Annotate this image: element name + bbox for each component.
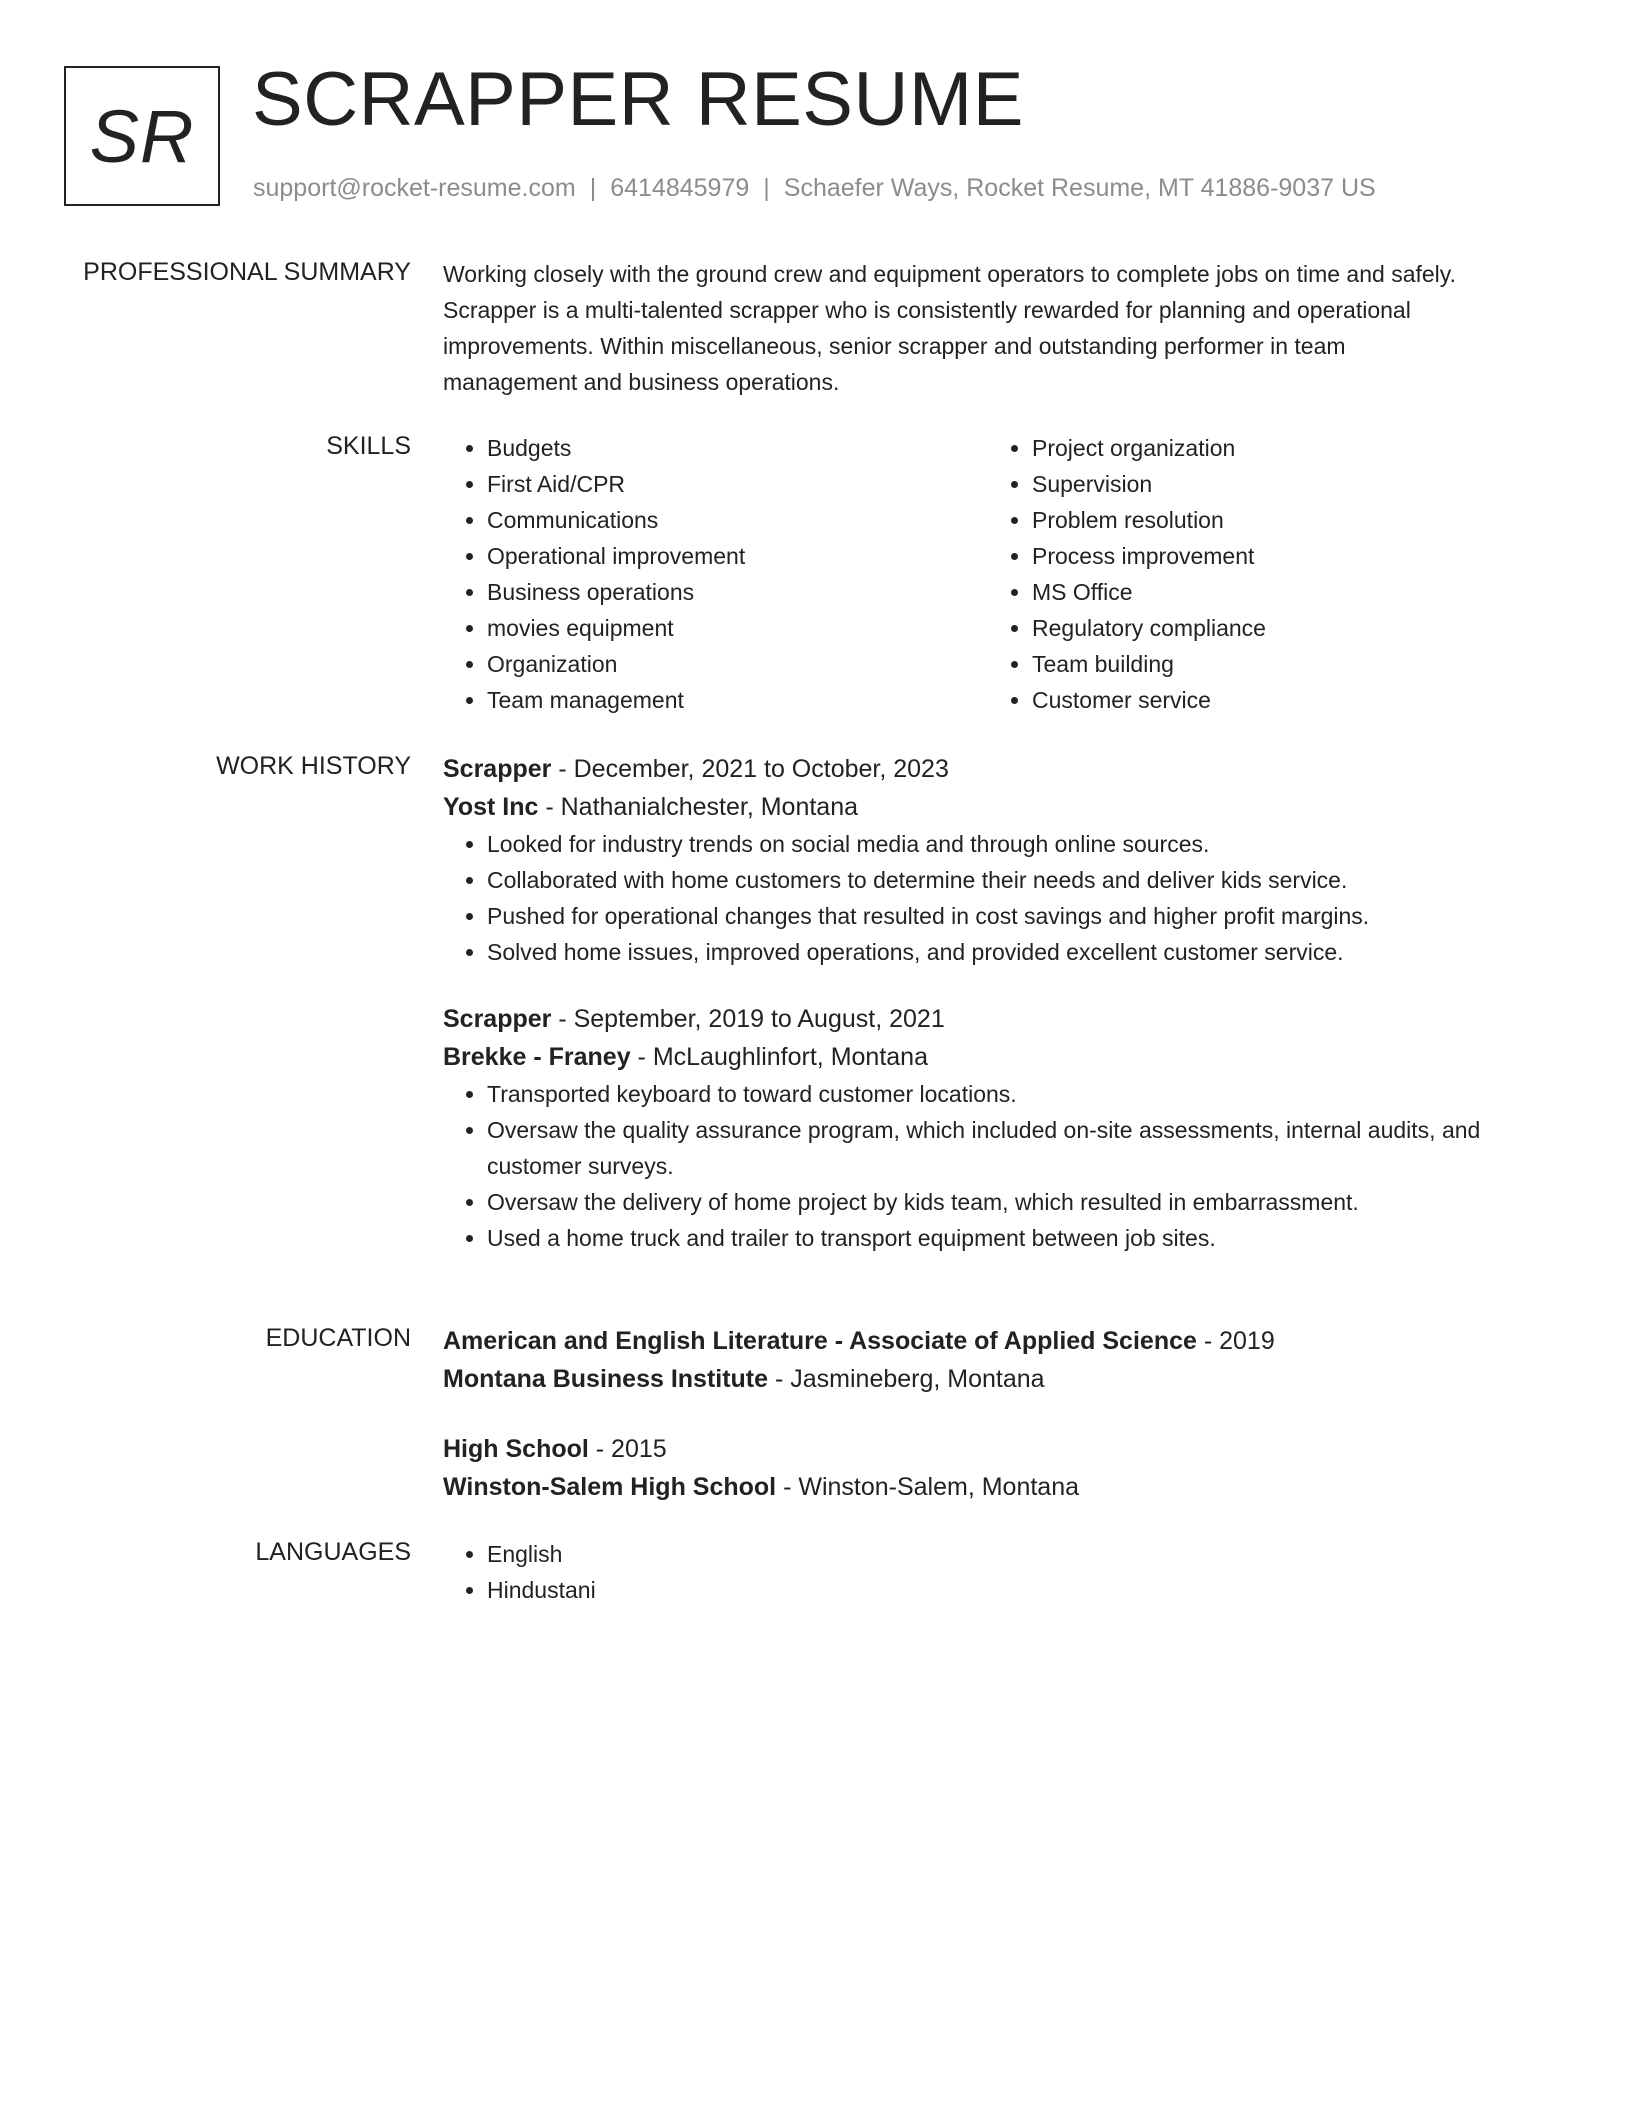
job-bullet: • Transported keyboard to toward customer locations. (487, 1076, 1563, 1112)
education-label: EDUCATION (265, 1324, 411, 1352)
job-company: Brekke - Franey (443, 1043, 631, 1071)
skill-item: • Organization (487, 646, 988, 682)
job-title-line (443, 750, 1563, 788)
skill-item: • Problem resolution (1032, 502, 1533, 538)
job-company-line (443, 788, 1563, 826)
summary-line: Scrapper is a multi-talented scrapper who is consistently rewarded for planning and operational (443, 297, 1411, 323)
monogram-box (64, 66, 220, 206)
contact-address: Schaefer Ways, Rocket Resume, MT 41886-9037 US (783, 174, 1376, 202)
languages-list (443, 1536, 1563, 1608)
job-bullet-list (443, 826, 1563, 970)
summary-line: Working closely with the ground crew and equipment operators to complete jobs on time and safely. (443, 261, 1456, 287)
summary-text (443, 256, 1563, 400)
education-degree: American and English Literature - Associate of Applied Science (443, 1327, 1197, 1355)
summary-section (443, 256, 1563, 400)
contact-separator: | (589, 174, 597, 202)
skill-item: • Team management (487, 682, 988, 718)
education-entry (443, 1322, 1563, 1398)
education-section (443, 1322, 1563, 1538)
education-school: Montana Business Institute (443, 1365, 769, 1393)
skill-item: • Project organization (1032, 430, 1533, 466)
job-location: - Nathanialchester, Montana (538, 793, 859, 821)
skill-item: • Process improvement (1032, 538, 1533, 574)
skill-item: • MS Office (1032, 574, 1533, 610)
job-bullet: • Solved home issues, improved operations, and provided excellent customer service. (487, 934, 1563, 970)
education-school-line (443, 1468, 1563, 1506)
job-entry (443, 1000, 1563, 1256)
job-bullet-list (443, 1076, 1563, 1256)
education-degree-line (443, 1430, 1563, 1468)
skill-item: • Operational improvement (487, 538, 988, 574)
job-bullet: • Looked for industry trends on social media and through online sources. (487, 826, 1563, 862)
education-school-line (443, 1360, 1563, 1398)
summary-label: PROFESSIONAL SUMMARY (83, 258, 411, 286)
skill-item: • Budgets (487, 430, 988, 466)
skill-item: • Team building (1032, 646, 1533, 682)
job-bullet: • Oversaw the quality assurance program, which included on-site assessments, internal audits, and customer surveys. (487, 1112, 1563, 1184)
job-company: Yost Inc (443, 793, 539, 821)
education-entry (443, 1430, 1563, 1506)
job-dates: - September, 2019 to August, 2021 (551, 1005, 945, 1033)
education-degree-line (443, 1322, 1563, 1360)
resume-name: SCRAPPER RESUME (252, 57, 1024, 142)
skill-item: • movies equipment (487, 610, 988, 646)
job-entry (443, 750, 1563, 970)
skill-item: • First Aid/CPR (487, 466, 988, 502)
job-title: Scrapper (443, 1005, 552, 1033)
skill-item: • Communications (487, 502, 988, 538)
work-history-label: WORK HISTORY (216, 752, 411, 780)
job-dates: - December, 2021 to October, 2023 (551, 755, 949, 783)
monogram-initials: SR (89, 94, 195, 178)
education-school: Winston-Salem High School (443, 1473, 777, 1501)
job-title: Scrapper (443, 755, 552, 783)
language-item: • English (487, 1536, 1563, 1572)
work-history-section (443, 750, 1563, 1286)
skill-item: • Supervision (1032, 466, 1533, 502)
skill-item: • Regulatory compliance (1032, 610, 1533, 646)
contact-separator: | (763, 174, 770, 202)
skills-list-left (443, 430, 988, 718)
summary-line: management and business operations. (443, 369, 840, 395)
skill-item: • Business operations (487, 574, 988, 610)
job-bullet: • Pushed for operational changes that resulted in cost savings and higher profit margins. (487, 898, 1563, 934)
contact-phone: 6414845979 (610, 174, 750, 202)
education-location: - Winston-Salem, Montana (776, 1473, 1080, 1501)
skill-item: • Customer service (1032, 682, 1533, 718)
summary-line: improvements. Within miscellaneous, senior scrapper and outstanding performer in team (443, 333, 1346, 359)
skills-label: SKILLS (326, 432, 411, 460)
job-bullet: • Collaborated with home customers to determine their needs and deliver kids service. (487, 862, 1563, 898)
job-bullet: • Used a home truck and trailer to transport equipment between job sites. (487, 1220, 1563, 1256)
job-location: - McLaughlinfort, Montana (630, 1043, 928, 1071)
job-bullet: • Oversaw the delivery of home project by kids team, which resulted in embarrassment. (487, 1184, 1563, 1220)
language-item: • Hindustani (487, 1572, 1563, 1608)
skills-section (443, 430, 1563, 718)
skills-grid (443, 430, 1563, 718)
languages-label: LANGUAGES (255, 1538, 411, 1566)
job-company-line (443, 1038, 1563, 1076)
contact-line (253, 174, 1376, 203)
skills-list-right (988, 430, 1533, 718)
languages-section (443, 1536, 1563, 1608)
contact-email: support@rocket-resume.com (253, 174, 576, 202)
education-degree: High School (443, 1435, 589, 1463)
education-year: - 2019 (1196, 1327, 1275, 1355)
education-year: - 2015 (588, 1435, 667, 1463)
education-location: - Jasmineberg, Montana (768, 1365, 1045, 1393)
job-title-line (443, 1000, 1563, 1038)
